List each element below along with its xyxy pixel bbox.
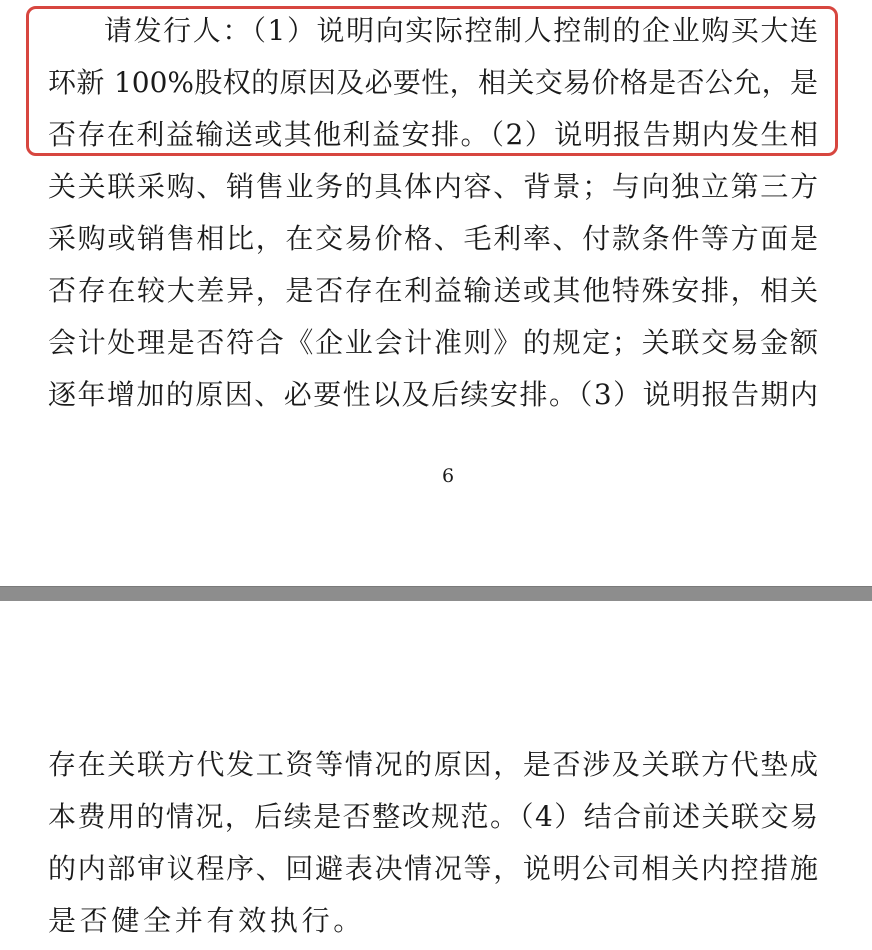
paragraph-line-5: 采购或销售相比，在交易价格、毛利率、付款条件等方面是 — [48, 222, 818, 255]
paragraph-line-12: 是否健全并有效执行。 — [48, 904, 366, 937]
paragraph-line-10: 本费用的情况，后续是否整改规范。（4）结合前述关联交易 — [48, 800, 818, 833]
paragraph-line-7: 会计处理是否符合《企业会计准则》的规定；关联交易金额 — [48, 326, 818, 359]
paragraph-line-4: 关关联采购、销售业务的具体内容、背景；与向独立第三方 — [48, 170, 818, 203]
document-page-bottom — [0, 601, 872, 950]
paragraph-line-11: 的内部审议程序、回避表决情况等，说明公司相关内控措施 — [48, 852, 818, 885]
paragraph-line-2: 环新 100%股权的原因及必要性，相关交易价格是否公允，是 — [48, 66, 818, 99]
paragraph-line-3: 否存在利益输送或其他利益安排。（2）说明报告期内发生相 — [48, 118, 818, 151]
paragraph-line-1: 请发行人：（1）说明向实际控制人控制的企业购买大连 — [104, 14, 818, 47]
page-number: 6 — [441, 465, 455, 487]
paragraph-line-6: 否存在较大差异，是否存在利益输送或其他特殊安排，相关 — [48, 274, 818, 307]
page-separator — [0, 586, 872, 601]
paragraph-line-8: 逐年增加的原因、必要性以及后续安排。（3）说明报告期内 — [48, 378, 818, 411]
paragraph-line-9: 存在关联方代发工资等情况的原因，是否涉及关联方代垫成 — [48, 748, 818, 781]
